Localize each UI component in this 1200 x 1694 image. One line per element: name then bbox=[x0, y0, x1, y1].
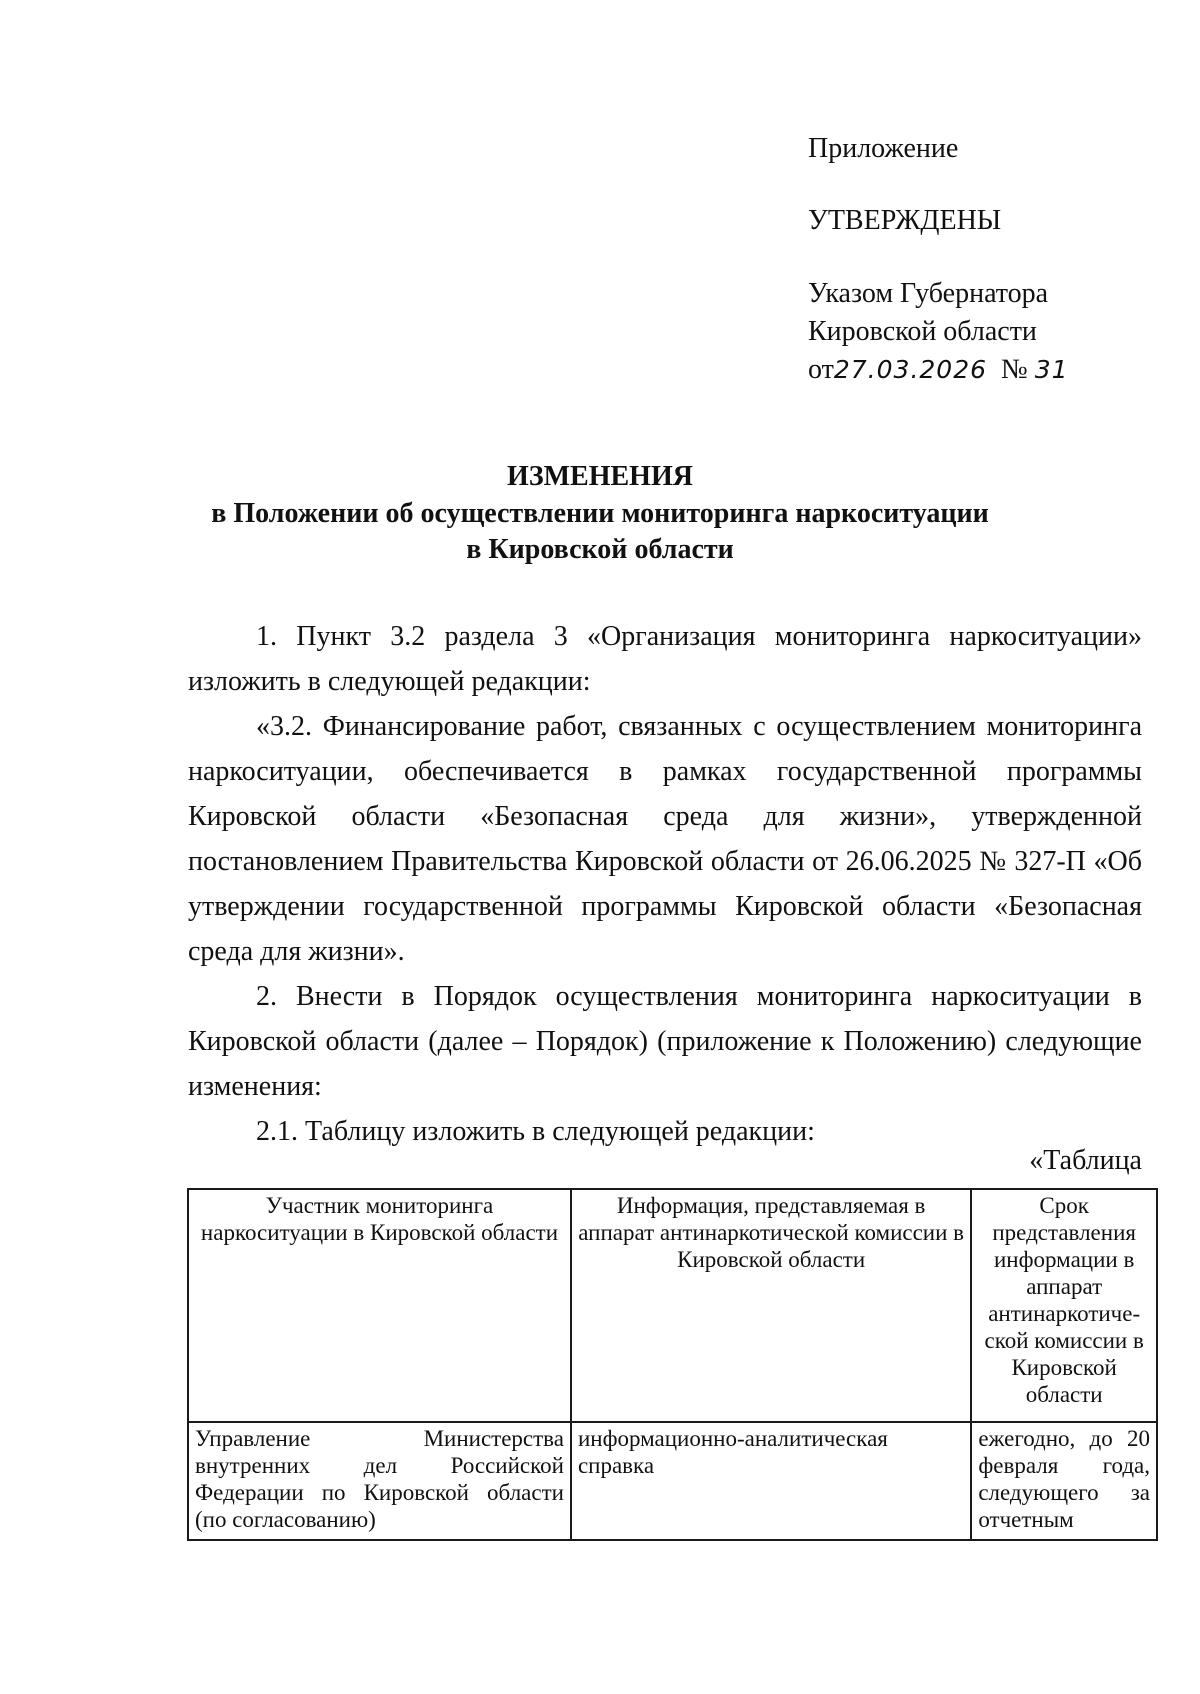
table-caption: «Таблица bbox=[1029, 1145, 1142, 1176]
decree-line-2: Кировской области bbox=[808, 316, 1037, 347]
approved-label: УТВЕРЖДЕНЫ bbox=[808, 205, 1002, 236]
decree-line-1: Указом Губернатора bbox=[808, 278, 1049, 309]
cell-deadline: ежегодно, до 20 февраля года, следующего за отчетным bbox=[971, 1422, 1157, 1540]
paragraph-2: 2. Внести в Порядок осуществления мониторинга наркоситуации в Кировской области (далее – Порядок) (приложение к Положению) следующие изменения: bbox=[188, 981, 1142, 1102]
date-prefix: от bbox=[808, 354, 834, 385]
paragraph-2-1: 2.1. Таблицу изложить в следующей редакции: bbox=[256, 1116, 815, 1147]
header-deadline: Срок представления информации в аппарат антинаркотиче-ской комиссии в Кировской области bbox=[971, 1189, 1157, 1422]
monitoring-table bbox=[187, 1188, 1158, 1541]
handwritten-number: 31 bbox=[1034, 355, 1069, 384]
decree-date-line bbox=[808, 351, 1069, 389]
header-information: Информация, представляемая в аппарат антинаркотической комиссии в Кировской области bbox=[571, 1189, 971, 1422]
paragraph-1: 1. Пункт 3.2 раздела 3 «Организация мониторинга наркоситуации» изложить в следующей редакции: bbox=[188, 621, 1142, 697]
document-subtitle-line-2: в Кировской области bbox=[466, 534, 734, 565]
cell-participant: Управление Министерства внутренних дел Российской Федерации по Кировской области (по согласованию) bbox=[188, 1422, 571, 1540]
table-header-row bbox=[188, 1189, 1157, 1422]
header-participant: Участник мониторинга наркоситуации в Кировской области bbox=[188, 1189, 571, 1422]
number-prefix: № bbox=[1001, 354, 1028, 385]
paragraph-3-2: «3.2. Финансирование работ, связанных с осуществлением мониторинга наркоситуации, обеспечивается в рамках государственной программы Кировской области «Безопасная среда для жизни», утвержденной постановлением Правительства Кировской области от 26.06.2025 № 327-П «Об утверждении государственной программы Кировской области «Безопасная среда для жизни». bbox=[188, 711, 1142, 967]
document-title: ИЗМЕНЕНИЯ bbox=[507, 461, 693, 492]
table-row bbox=[188, 1422, 1157, 1540]
handwritten-date: 27.03.2026 bbox=[833, 355, 988, 384]
document-subtitle-line-1: в Положении об осуществлении мониторинга наркоситуации bbox=[211, 498, 989, 529]
cell-information: информационно-аналитическая справка bbox=[571, 1422, 971, 1540]
appendix-label: Приложение bbox=[808, 133, 959, 164]
